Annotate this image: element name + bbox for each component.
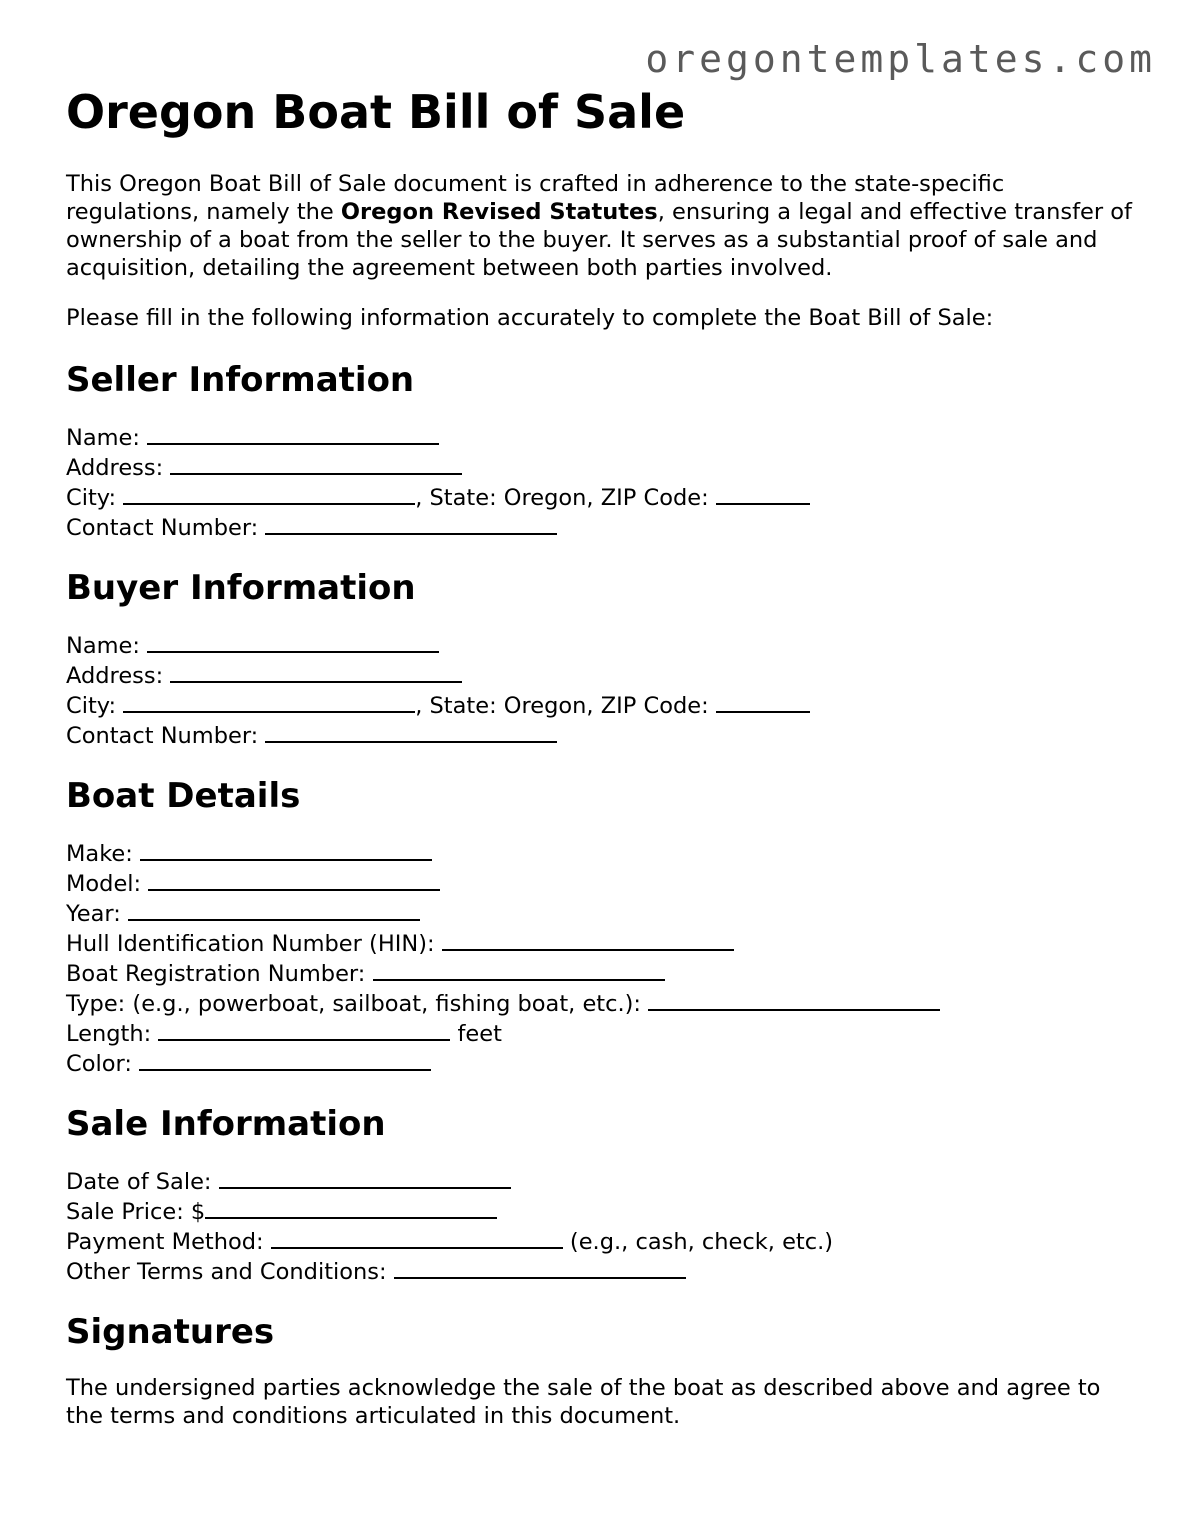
sale-payment-label: Payment Method:: [66, 1229, 271, 1255]
buyer-name-line: [66, 630, 1136, 660]
sale-date-line: [66, 1166, 1136, 1196]
sale-terms-line: [66, 1256, 1136, 1286]
sale-price-label: Sale Price: $: [66, 1199, 206, 1225]
sale-terms-label: Other Terms and Conditions:: [66, 1259, 394, 1285]
boat-make-field[interactable]: [140, 838, 432, 861]
sale-price-field[interactable]: [205, 1196, 497, 1219]
boat-color-label: Color:: [66, 1051, 140, 1077]
buyer-city-label: City:: [66, 693, 124, 719]
sale-payment-hint: (e.g., cash, check, etc.): [562, 1229, 834, 1255]
boat-length-unit: feet: [450, 1021, 502, 1047]
buyer-contact-label: Contact Number:: [66, 723, 266, 749]
boat-registration-field[interactable]: [373, 958, 665, 981]
seller-address-field[interactable]: [170, 452, 462, 475]
buyer-zip-field[interactable]: [716, 690, 810, 713]
seller-contact-field[interactable]: [265, 512, 557, 535]
boat-length-label: Length:: [66, 1021, 159, 1047]
boat-fields: [66, 838, 1136, 1078]
buyer-city-field[interactable]: [123, 690, 415, 713]
boat-color-field[interactable]: [139, 1048, 431, 1071]
seller-name-label: Name:: [66, 425, 148, 451]
buyer-state-zip-label: , State: Oregon, ZIP Code:: [415, 693, 716, 719]
seller-heading: Seller Information: [66, 360, 415, 400]
seller-contact-label: Contact Number:: [66, 515, 266, 541]
boat-hin-label: Hull Identification Number (HIN):: [66, 931, 442, 957]
buyer-address-line: [66, 660, 1136, 690]
seller-fields: [66, 422, 1136, 542]
seller-address-label: Address:: [66, 455, 171, 481]
boat-year-field[interactable]: [128, 898, 420, 921]
intro-text-1: This Oregon Boat Bill of Sale document is crafted in adherence to the state-specific regulations, namely the: [66, 171, 1005, 225]
boat-year-label: Year:: [66, 901, 128, 927]
sale-date-field[interactable]: [219, 1166, 511, 1189]
boat-registration-label: Boat Registration Number:: [66, 961, 373, 987]
boat-model-field[interactable]: [148, 868, 440, 891]
boat-length-field[interactable]: [158, 1018, 450, 1041]
sale-date-label: Date of Sale:: [66, 1169, 219, 1195]
intro-statute-name: Oregon Revised Statutes: [340, 199, 658, 225]
boat-color-line: [66, 1048, 1136, 1078]
boat-type-label: Type: (e.g., powerboat, sailboat, fishing boat, etc.):: [66, 991, 649, 1017]
sale-terms-field[interactable]: [394, 1256, 686, 1279]
seller-state-zip-label: , State: Oregon, ZIP Code:: [415, 485, 716, 511]
intro-text-2: , ensuring a legal and effective transfer of ownership of a boat from the seller to the buyer. It serves as a substantial proof of sale and acquisition, detailing the agreement between both parties involved.: [66, 199, 1132, 281]
boat-hin-field[interactable]: [442, 928, 734, 951]
seller-city-line: [66, 482, 1136, 512]
buyer-contact-line: [66, 720, 1136, 750]
boat-length-line: [66, 1018, 1136, 1048]
buyer-address-field[interactable]: [170, 660, 462, 683]
seller-address-line: [66, 452, 1136, 482]
buyer-fields: [66, 630, 1136, 750]
boat-model-line: [66, 868, 1136, 898]
seller-contact-line: [66, 512, 1136, 542]
sale-payment-line: [66, 1226, 1136, 1256]
seller-city-field[interactable]: [123, 482, 415, 505]
boat-year-line: [66, 898, 1136, 928]
sale-heading: Sale Information: [66, 1104, 386, 1144]
buyer-contact-field[interactable]: [265, 720, 557, 743]
boat-registration-line: [66, 958, 1136, 988]
boat-make-label: Make:: [66, 841, 141, 867]
seller-name-line: [66, 422, 1136, 452]
sale-fields: [66, 1166, 1136, 1286]
document-page: [66, 84, 1136, 1430]
sale-payment-field[interactable]: [271, 1226, 563, 1249]
site-watermark: oregontemplates.com: [645, 37, 1156, 81]
instructions-paragraph: Please fill in the following information accurately to complete the Boat Bill of Sale:: [66, 305, 994, 331]
intro-paragraph: [66, 170, 1136, 282]
buyer-name-label: Name:: [66, 633, 148, 659]
signatures-paragraph: The undersigned parties acknowledge the sale of the boat as described above and agree to the terms and conditions articulated in this document.: [66, 1375, 1101, 1429]
buyer-city-line: [66, 690, 1136, 720]
signatures-heading: Signatures: [66, 1312, 275, 1352]
boat-model-label: Model:: [66, 871, 149, 897]
boat-type-line: [66, 988, 1136, 1018]
buyer-address-label: Address:: [66, 663, 171, 689]
boat-heading: Boat Details: [66, 776, 301, 816]
boat-hin-line: [66, 928, 1136, 958]
seller-zip-field[interactable]: [716, 482, 810, 505]
boat-type-field[interactable]: [648, 988, 940, 1011]
seller-city-label: City:: [66, 485, 124, 511]
document-title: Oregon Boat Bill of Sale: [66, 85, 686, 139]
sale-price-line: [66, 1196, 1136, 1226]
boat-make-line: [66, 838, 1136, 868]
buyer-heading: Buyer Information: [66, 568, 416, 608]
buyer-name-field[interactable]: [147, 630, 439, 653]
seller-name-field[interactable]: [147, 422, 439, 445]
